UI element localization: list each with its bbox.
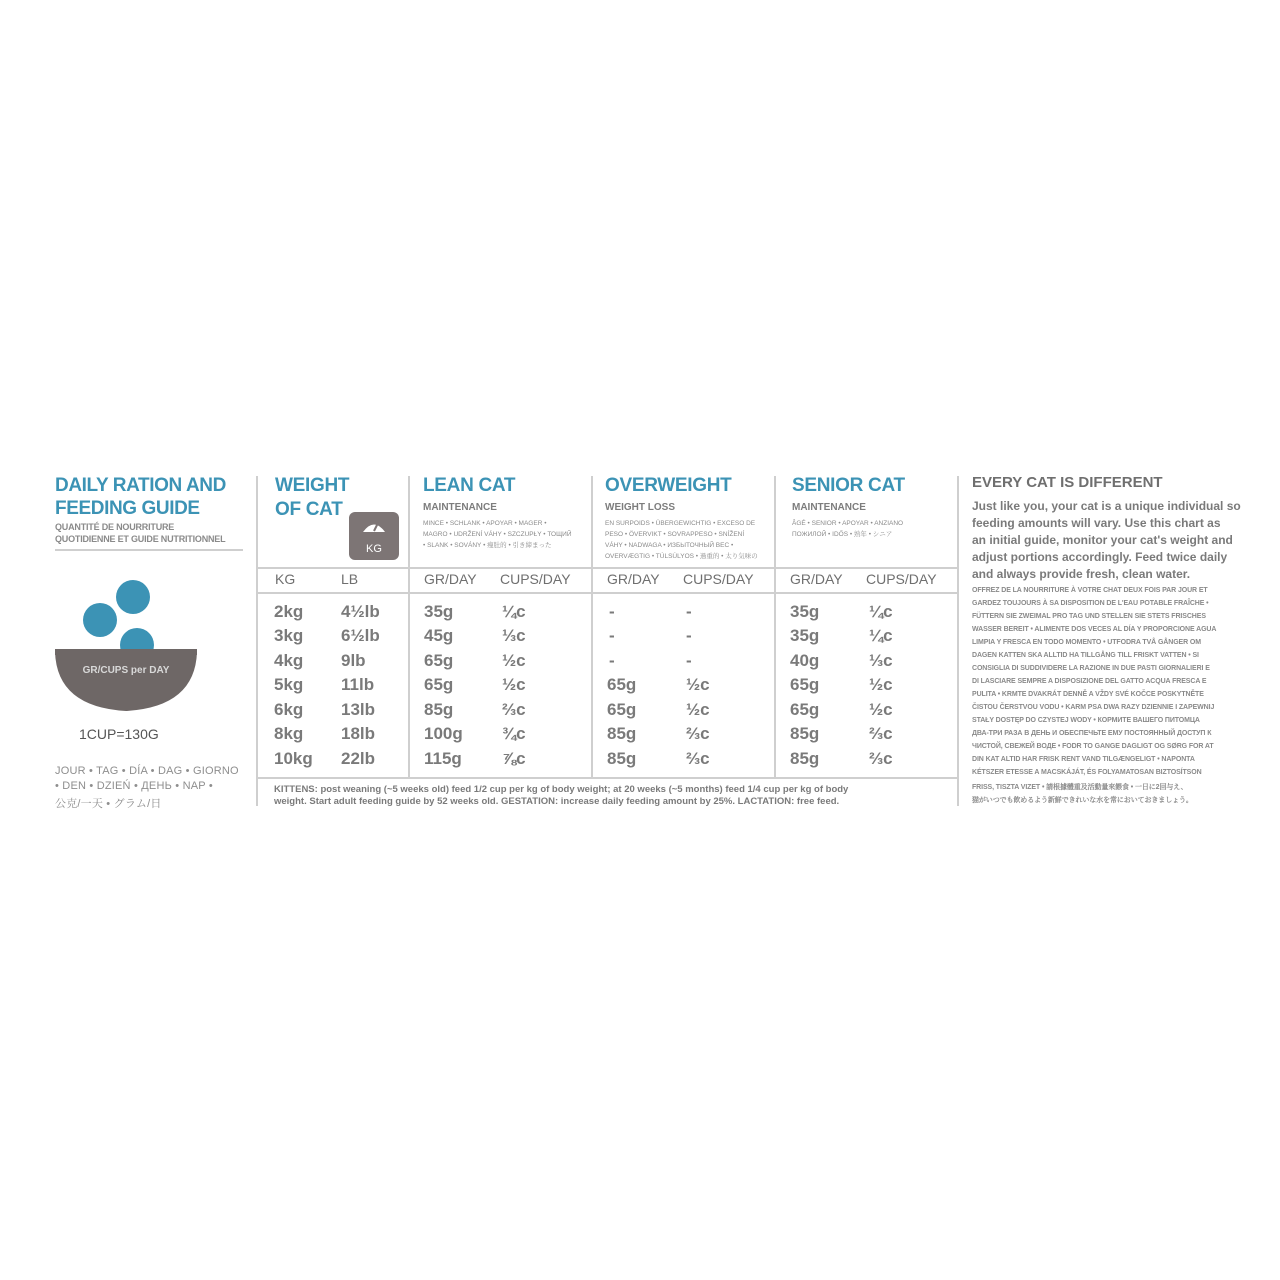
overweight-subtitle: WEIGHT LOSS	[605, 502, 675, 513]
info-body-line-2: feeding amounts will vary. Use this chart as	[972, 516, 1221, 530]
info-translation-line: CONSIGLIA DI SUDDIVIDERE LA RAZIONE IN DUE PASTI GIORNALIERI E	[972, 665, 1210, 672]
header-top-rule	[256, 567, 959, 569]
cell-senior-cups: ⅔c	[869, 724, 893, 743]
overweight-title: OVERWEIGHT	[605, 475, 732, 496]
cell-senior-cups: ¼c	[869, 626, 893, 645]
info-translation-line: DI LASCIARE SEMPRE A DISPOSIZIONE DEL GATTO ACQUA FRESCA E	[972, 678, 1207, 685]
cell-over-gr: 65g	[607, 700, 637, 719]
lean-translation-1: MINCE • SCHLANK • APOYAR • MAGER •	[423, 520, 547, 527]
cell-over-gr: 65g	[607, 675, 637, 694]
table-border-left	[256, 476, 258, 806]
info-body-line-3: an initial guide, monitor your cat's weight and	[972, 533, 1233, 547]
info-translation-line: ЧИСТОЙ, СВЕЖЕЙ ВОДЕ • FODR TO GANGE DAGLIGT OG SØRG FOR AT	[972, 743, 1214, 750]
info-translation-line: ДВА-ТРИ РАЗА В ДЕНЬ И ОБЕСПЕЧЬТЕ ЕМУ ПОСТОЯННЫЙ ДОСТУП К	[972, 730, 1212, 737]
cell-kg: 2kg	[274, 602, 304, 621]
cell-over-gr: -	[609, 626, 615, 645]
cell-kg: 10kg	[274, 749, 313, 768]
cell-senior-cups: ½c	[869, 700, 893, 719]
cell-lean-cups: ⅞c	[502, 749, 526, 768]
header-lb: LB	[341, 571, 359, 587]
per-day-line-3: 公克/一天 • グラム/日	[55, 798, 162, 810]
lean-translation-3: • SLANK • SOVÁNY • 瘦肚的 • 引き締まった	[423, 542, 552, 549]
header-bottom-rule	[256, 592, 959, 594]
column-divider-3	[774, 476, 776, 778]
cell-over-gr: -	[609, 602, 615, 621]
cell-senior-cups: ⅔c	[869, 749, 893, 768]
senior-subtitle: MAINTENANCE	[792, 502, 866, 513]
info-translation-line: STAŁY DOSTĘP DO CZYSTEJ WODY • КОРМИТЕ ВАШЕГО ПИТОМЦА	[972, 717, 1200, 724]
food-bowl-icon	[55, 575, 200, 715]
cell-lean-cups: ½c	[502, 675, 526, 694]
scale-label: KG	[366, 543, 382, 555]
cell-senior-gr: 65g	[790, 700, 820, 719]
scale-icon	[349, 512, 399, 560]
senior-title: SENIOR CAT	[792, 475, 905, 496]
header-senior-gr: GR/DAY	[790, 571, 843, 587]
cell-senior-gr: 85g	[790, 749, 820, 768]
guide-subtitle-line-2: QUOTIDIENNE ET GUIDE NUTRITIONNEL	[55, 534, 226, 544]
column-divider-2	[591, 476, 593, 778]
cell-lb: 13lb	[341, 700, 376, 719]
cell-kg: 5kg	[274, 675, 304, 694]
column-divider-1	[408, 476, 410, 778]
info-translation-line: FRISS, TISZTA VIZET • 請根據體重及活動量來餵食 • 一日に2回与え、	[972, 784, 1188, 791]
cell-senior-gr: 65g	[790, 675, 820, 694]
cell-lb: 6½lb	[341, 626, 380, 645]
cell-senior-gr: 35g	[790, 626, 820, 645]
info-translation-line: WASSER BEREIT • ALIMENTE DOS VECES AL DÍA Y PROPORCIONE AGUA	[972, 626, 1217, 633]
info-translation-line: PULITA • KRMTE DVAKRÁT DENNĚ A VŽDY SVÉ KOČCE POSKYTNĚTE	[972, 691, 1204, 698]
header-senior-cups: CUPS/DAY	[866, 571, 937, 587]
guide-subtitle-line-1: QUANTITÉ DE NOURRITURE	[55, 522, 175, 532]
cell-lean-gr: 65g	[424, 651, 454, 670]
cell-lean-gr: 35g	[424, 602, 454, 621]
overweight-translation-1: EN SURPOIDS • ÜBERGEWICHTIG • EXCESO DE	[605, 520, 756, 527]
per-day-line-2: • DEN • DZIEŃ • ДЕНЬ • NAP •	[55, 780, 213, 792]
cell-lb: 9lb	[341, 651, 366, 670]
bowl-label: GR/CUPS per DAY	[82, 665, 170, 676]
cell-lean-gr: 45g	[424, 626, 454, 645]
kitten-note-line-2: weight. Start adult feeding guide by 52 weeks old. GESTATION: increase daily feeding amount by 25%. LACTATION: free feed.	[274, 796, 840, 807]
cell-lean-cups: ⅔c	[502, 700, 526, 719]
cell-senior-cups: ¼c	[869, 602, 893, 621]
cell-over-gr: 85g	[607, 749, 637, 768]
info-translation-line: FÜTTERN SIE ZWEIMAL PRO TAG UND STELLEN SIE STETS FRISCHES	[972, 613, 1206, 620]
cell-lean-gr: 115g	[424, 749, 462, 768]
info-translation-line: DAGEN KATTEN SKA ALLTID HA TILLGÅNG TILL FRISKT VATTEN • SI	[972, 652, 1199, 659]
cell-kg: 3kg	[274, 626, 304, 645]
lean-translation-2: MAGRO • UDRŽENÍ VÁHY • SZCZUPŁY • ТОЩИЙ	[423, 531, 572, 538]
cell-over-cups: ½c	[686, 675, 710, 694]
lean-subtitle: MAINTENANCE	[423, 502, 497, 513]
table-border-right	[957, 476, 959, 806]
guide-title-line-1: DAILY RATION AND	[55, 475, 226, 496]
overweight-translation-4: OVERVÆGTIG • TÚLSÚLYOS • 過重的 • 太り気味の	[605, 553, 758, 560]
cell-senior-cups: ½c	[869, 675, 893, 694]
header-lean-cups: CUPS/DAY	[500, 571, 571, 587]
cell-lean-gr: 100g	[424, 724, 463, 743]
cell-over-cups: ⅔c	[686, 749, 710, 768]
cell-senior-gr: 35g	[790, 602, 820, 621]
cell-over-cups: ⅔c	[686, 724, 710, 743]
cell-over-gr: -	[609, 651, 615, 670]
cell-lb: 11lb	[341, 675, 375, 694]
per-day-line-1: JOUR • TAG • DÍA • DAG • GIORNO	[55, 765, 239, 777]
cell-senior-gr: 85g	[790, 724, 820, 743]
overweight-translation-3: VÁHY • NADWAGA • ИЗБЫТОЧНЫЙ ВЕС •	[605, 542, 734, 549]
info-translation-line: OFFREZ DE LA NOURRITURE À VOTRE CHAT DEUX FOIS PAR JOUR ET	[972, 587, 1208, 594]
kitten-note-line-1: KITTENS: post weaning (~5 weeks old) feed 1/2 cup per kg of body weight; at 20 weeks (~5 months) feed 1/4 cup per kg of body	[274, 784, 849, 795]
cell-lean-gr: 85g	[424, 700, 454, 719]
cell-over-cups: -	[686, 626, 692, 645]
cell-lb: 18lb	[341, 724, 376, 743]
cell-kg: 4kg	[274, 651, 304, 670]
info-translation-line: DIN KAT ALTID HAR FRISK RENT VAND TILGÆNGELIGT • NAPONTA	[972, 756, 1195, 763]
header-lean-gr: GR/DAY	[424, 571, 477, 587]
weight-title-line-2: OF CAT	[275, 499, 343, 520]
guide-divider	[55, 549, 243, 551]
cell-over-cups: -	[686, 602, 692, 621]
lean-title: LEAN CAT	[423, 475, 516, 496]
senior-translation-1: ÂGÉ • SENIOR • APOYAR • ANZIANO	[792, 520, 904, 527]
info-title: EVERY CAT IS DIFFERENT	[972, 474, 1163, 491]
guide-title-line-2: FEEDING GUIDE	[55, 498, 200, 519]
cell-kg: 8kg	[274, 724, 304, 743]
weight-title-line-1: WEIGHT	[275, 475, 350, 496]
cell-lean-cups: ⅓c	[502, 626, 526, 645]
cell-over-cups: -	[686, 651, 692, 670]
info-translation-line: KÉTSZER ETESSE A MACSKÁJÁT, ÉS FOLYAMATOSAN BIZTOSÍTSON	[972, 769, 1202, 776]
info-translation-line: GARDEZ TOUJOURS À SA DISPOSITION DE L'EAU POTABLE FRAÎCHE •	[972, 600, 1209, 607]
cell-lean-cups: ½c	[502, 651, 526, 670]
cell-kg: 6kg	[274, 700, 304, 719]
info-body-line-1: Just like you, your cat is a unique individual so	[972, 499, 1241, 513]
cell-senior-cups: ⅓c	[869, 651, 893, 670]
senior-translation-2: ПОЖИЛОЙ • IDŐS • 熟年 • シニア	[792, 531, 893, 538]
overweight-translation-2: PESO • ÖVERVIKT • SOVRAPPESO • SNÍŽENÍ	[605, 531, 745, 538]
cell-senior-gr: 40g	[790, 651, 820, 670]
cell-lb: 22lb	[341, 749, 376, 768]
info-translation-line: LIMPIA Y FRESCA EN TODO MOMENTO • UTFODRA TVÅ GÅNGER OM	[972, 639, 1201, 646]
footnote-rule	[256, 777, 959, 779]
cell-over-gr: 85g	[607, 724, 637, 743]
cell-lb: 4½lb	[341, 602, 380, 621]
cell-lean-cups: ¾c	[502, 724, 526, 743]
header-kg: KG	[275, 571, 296, 587]
cell-over-cups: ½c	[686, 700, 710, 719]
cell-lean-cups: ¼c	[502, 602, 526, 621]
info-body-line-4: adjust portions accordingly. Feed twice daily	[972, 550, 1228, 564]
info-body-line-5: and always provide fresh, clean water.	[972, 567, 1191, 581]
info-translation-line: 猫がいつでも飲めるよう新鮮できれいな水を常においておきましょう。	[972, 797, 1193, 804]
header-over-gr: GR/DAY	[607, 571, 660, 587]
info-translation-line: ČISTOU ČERSTVOU VODU • KARM PSA DWA RAZY DZIENNIE I ZAPEWNIJ	[972, 704, 1215, 711]
header-over-cups: CUPS/DAY	[683, 571, 754, 587]
cup-equivalence: 1CUP=130G	[79, 726, 159, 742]
cell-lean-gr: 65g	[424, 675, 454, 694]
